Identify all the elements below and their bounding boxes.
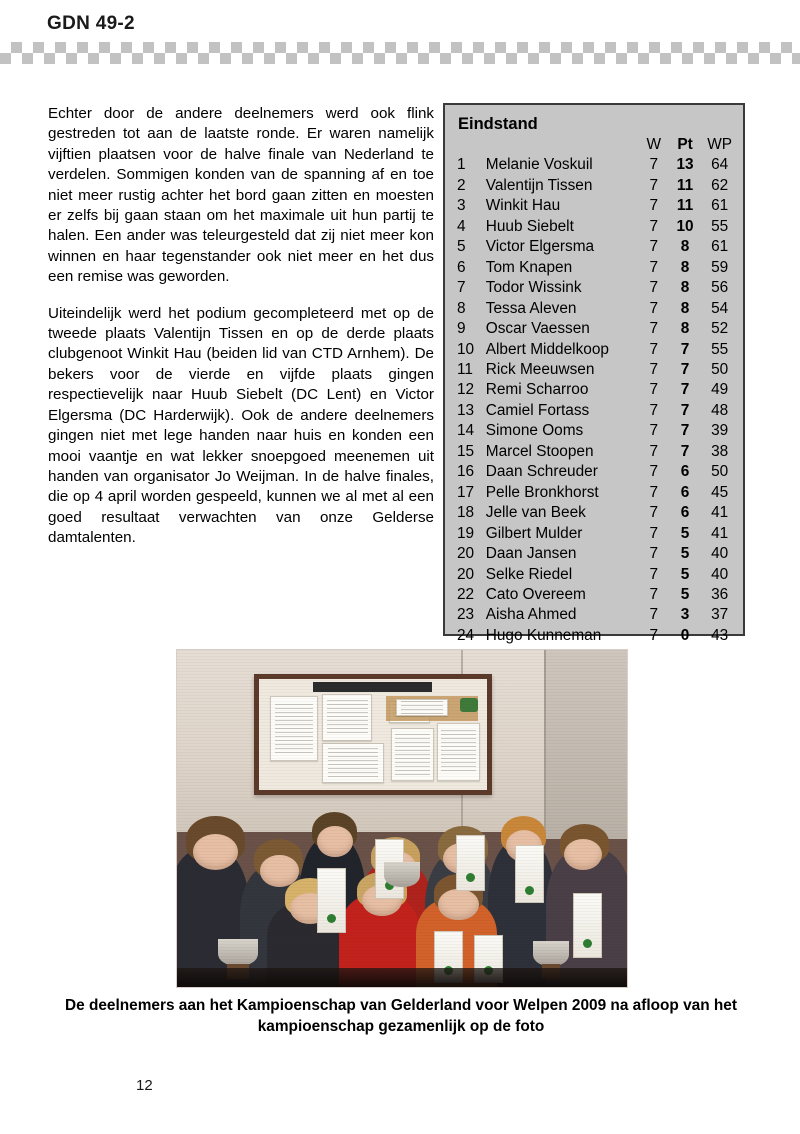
standings-cell-pt: 11 — [676, 176, 694, 194]
photo-child-face — [193, 834, 238, 870]
standings-cell-wp: 39 — [711, 422, 729, 440]
standings-cell-wp: 54 — [711, 299, 729, 317]
table-row — [454, 524, 738, 544]
standings-cell-rank: 14 — [457, 422, 475, 440]
standings-cell-pt: 7 — [680, 422, 690, 440]
standings-cell-w: 7 — [649, 442, 659, 460]
standings-cell-pt: 5 — [680, 585, 690, 603]
photo-pennant — [317, 868, 346, 933]
standings-cell-pt: 7 — [680, 381, 690, 399]
standings-cell-name: Aisha Ahmed — [485, 606, 577, 624]
standings-cell-rank: 1 — [457, 156, 466, 174]
standings-cell-w: 7 — [649, 565, 659, 583]
standings-cell-name: Todor Wissink — [485, 279, 582, 297]
standings-cell-name: Oscar Vaessen — [485, 320, 590, 338]
standings-cell-rank: 4 — [457, 217, 466, 235]
standings-cell-w: 7 — [649, 545, 659, 563]
page-header — [0, 0, 800, 68]
standings-cell-pt: 7 — [680, 401, 690, 419]
standings-cell-w: 7 — [649, 279, 659, 297]
column-header-wp: WP — [707, 136, 733, 153]
standings-cell-wp: 59 — [711, 258, 729, 276]
table-row — [454, 421, 738, 441]
standings-cell-w: 7 — [649, 320, 659, 338]
standings-cell-wp: 48 — [711, 401, 729, 419]
column-header-rank — [454, 135, 486, 155]
table-row — [454, 626, 738, 646]
standings-cell-pt: 7 — [680, 340, 690, 358]
table-header-row — [454, 135, 738, 155]
standings-cell-wp: 41 — [711, 524, 729, 542]
standings-cell-w: 7 — [649, 524, 659, 542]
standings-cell-w: 7 — [649, 626, 659, 644]
table-row — [454, 299, 738, 319]
standings-cell-rank: 20 — [457, 545, 475, 563]
table-row — [454, 237, 738, 257]
standings-cell-w: 7 — [649, 401, 659, 419]
standings-cell-rank: 12 — [457, 381, 475, 399]
group-photo-image — [176, 649, 628, 988]
table-row — [454, 319, 738, 339]
checkerboard-rule-icon — [0, 42, 800, 64]
photo-caption: De deelnemers aan het Kampioenschap van Gelderland voor Welpen 2009 na afloop van het kampioenschap gezamenlijk op de foto — [65, 997, 737, 1035]
standings-cell-wp: 36 — [711, 585, 729, 603]
standings-cell-pt: 8 — [680, 279, 690, 297]
standings-cell-name: Remi Scharroo — [485, 381, 589, 399]
standings-cell-wp: 43 — [711, 626, 729, 644]
standings-cell-pt: 6 — [680, 483, 690, 501]
photo-child-face — [564, 839, 602, 870]
table-row — [454, 565, 738, 585]
table-row — [454, 401, 738, 421]
standings-cell-pt: 5 — [680, 565, 690, 583]
standings-cell-name: Albert Middelkoop — [485, 340, 609, 358]
photo-bulletin-board — [254, 674, 493, 795]
standings-cell-name: Melanie Voskuil — [485, 156, 593, 174]
article-body — [48, 104, 434, 549]
article-paragraph: Uiteindelijk werd het podium gecompleteerd met op de tweede plaats Valentijn Tissen en op de derde plaats clubgenoot Winkit Hau (beiden lid van CTD Arnhem). De bekers voor de vierde en vijfde plaats gingen respectievelijk naar Huub Siebelt (DC Lent) en Victor Elgersma (DC Harderwijk). Ook de andere deelnemers gingen niet met lege handen naar huis en konden een mooi vaantje en wat lekker snoepgoed meenemen uit handen van organisator Jo Weijman. In de halve finales, die op 4 april worden gespeeld, kunnen we al met al een goed resultaat verwachten van onze Gelderse damtalenten. — [48, 304, 434, 547]
standings-cell-wp: 56 — [711, 279, 729, 297]
table-row — [454, 258, 738, 278]
photo-board-paper — [396, 699, 448, 717]
standings-cell-rank: 24 — [457, 626, 475, 644]
column-header-pt: Pt — [677, 136, 693, 153]
standings-cell-name: Daan Jansen — [485, 545, 577, 563]
photo-foreground — [177, 968, 627, 987]
table-row — [454, 483, 738, 503]
standings-cell-pt: 8 — [680, 320, 690, 338]
table-row — [454, 585, 738, 605]
photo-board-paper — [270, 696, 318, 760]
table-row — [454, 340, 738, 360]
standings-cell-name: Victor Elgersma — [485, 238, 595, 256]
standings-cell-pt: 5 — [680, 545, 690, 563]
standings-cell-w: 7 — [649, 381, 659, 399]
standings-cell-pt: 8 — [680, 299, 690, 317]
standings-title: Eindstand — [458, 115, 538, 133]
standings-cell-name: Tom Knapen — [485, 258, 573, 276]
page-title: GDN 49-2 — [47, 13, 135, 34]
standings-cell-w: 7 — [649, 176, 659, 194]
standings-cell-pt: 5 — [680, 524, 690, 542]
standings-cell-w: 7 — [649, 504, 659, 522]
standings-cell-wp: 45 — [711, 483, 729, 501]
table-row — [454, 462, 738, 482]
group-photo-figure — [176, 649, 628, 988]
standings-cell-rank: 3 — [457, 197, 466, 215]
table-row — [454, 544, 738, 564]
standings-cell-pt: 0 — [680, 626, 690, 644]
photo-child-face — [317, 826, 353, 857]
standings-cell-name: Selke Riedel — [485, 565, 573, 583]
standings-cell-pt: 6 — [680, 504, 690, 522]
standings-cell-rank: 22 — [457, 585, 475, 603]
standings-cell-name: Jelle van Beek — [485, 504, 586, 522]
table-row — [454, 442, 738, 462]
standings-cell-name: Cato Overeem — [485, 585, 586, 603]
standings-cell-wp: 61 — [711, 238, 729, 256]
standings-cell-name: Marcel Stoopen — [485, 442, 594, 460]
standings-cell-name: Huub Siebelt — [485, 217, 574, 235]
standings-cell-wp: 52 — [711, 320, 729, 338]
standings-cell-rank: 5 — [457, 238, 466, 256]
standings-cell-pt: 7 — [680, 360, 690, 378]
standings-cell-name: Tessa Aleven — [485, 299, 577, 317]
standings-cell-wp: 41 — [711, 504, 729, 522]
standings-cell-name: Daan Schreuder — [485, 463, 598, 481]
standings-cell-rank: 2 — [457, 176, 466, 194]
photo-board-header — [313, 682, 432, 692]
standings-cell-name: Gilbert Mulder — [485, 524, 583, 542]
standings-cell-pt: 10 — [676, 217, 694, 235]
article-paragraph: Echter door de andere deelnemers werd ook flink gestreden tot aan de laatste ronde. Er waren namelijk vijftien plaatsen voor de halve finale van Nederland te verdelen. Sommigen konden van de spanning af en toe niet meer rustig achter het bord gaan zitten en moesten er zelfs bij gaan staan om het maximale uit hun partij te halen. Een ander was teleurgesteld dat zij niet meer kon winnen en haar tegenstander ook niet meer en het dus een remise was geworden. — [48, 105, 434, 286]
standings-cell-rank: 8 — [457, 299, 466, 317]
table-row — [454, 360, 738, 380]
column-header-w: W — [646, 136, 661, 153]
standings-cell-pt: 11 — [676, 197, 694, 215]
standings-cell-pt: 13 — [676, 156, 694, 174]
table-row — [454, 605, 738, 625]
photo-pennant — [456, 835, 485, 891]
standings-cell-rank: 20 — [457, 565, 475, 583]
photo-board-paper — [322, 743, 383, 783]
table-row — [454, 176, 738, 196]
standings-cell-w: 7 — [649, 463, 659, 481]
table-row — [454, 380, 738, 400]
standings-cell-name: Winkit Hau — [485, 197, 561, 215]
standings-cell-wp: 55 — [711, 217, 729, 235]
standings-cell-w: 7 — [649, 197, 659, 215]
page-number: 12 — [136, 1077, 153, 1094]
photo-board-emblem — [460, 698, 478, 712]
standings-cell-wp: 40 — [711, 545, 729, 563]
table-row — [454, 196, 738, 216]
standings-cell-wp: 49 — [711, 381, 729, 399]
photo-children-group — [177, 778, 627, 987]
standings-cell-rank: 10 — [457, 340, 475, 358]
standings-cell-pt: 3 — [680, 606, 690, 624]
standings-cell-rank: 16 — [457, 463, 475, 481]
standings-cell-rank: 18 — [457, 504, 475, 522]
standings-cell-w: 7 — [649, 258, 659, 276]
table-row — [454, 155, 738, 175]
table-row — [454, 217, 738, 237]
standings-cell-rank: 9 — [457, 320, 466, 338]
photo-trophy — [384, 862, 420, 887]
photo-board-paper — [391, 728, 434, 781]
table-row — [454, 278, 738, 298]
standings-cell-rank: 13 — [457, 401, 475, 419]
standings-cell-wp: 40 — [711, 565, 729, 583]
standings-cell-rank: 15 — [457, 442, 475, 460]
standings-cell-wp: 55 — [711, 340, 729, 358]
standings-cell-w: 7 — [649, 217, 659, 235]
photo-board-paper — [437, 723, 480, 781]
photo-pennant — [515, 845, 544, 903]
standings-cell-wp: 64 — [711, 156, 729, 174]
standings-cell-pt: 8 — [680, 258, 690, 276]
standings-cell-wp: 61 — [711, 197, 729, 215]
photo-trophy — [218, 939, 259, 966]
standings-cell-w: 7 — [649, 585, 659, 603]
photo-board-paper — [322, 694, 372, 741]
standings-cell-wp: 62 — [711, 176, 729, 194]
standings-cell-rank: 6 — [457, 258, 466, 276]
photo-trophy — [533, 941, 569, 966]
standings-cell-name: Rick Meeuwsen — [485, 360, 595, 378]
standings-cell-rank: 7 — [457, 279, 466, 297]
standings-cell-w: 7 — [649, 360, 659, 378]
table-row — [454, 503, 738, 523]
standings-cell-wp: 50 — [711, 360, 729, 378]
standings-panel — [443, 103, 745, 644]
photo-child-face — [438, 889, 479, 920]
standings-cell-name: Hugo Kunneman — [485, 626, 602, 644]
standings-cell-name: Pelle Bronkhorst — [485, 483, 599, 501]
standings-cell-rank: 19 — [457, 524, 475, 542]
standings-cell-w: 7 — [649, 483, 659, 501]
standings-cell-w: 7 — [649, 422, 659, 440]
standings-rows — [454, 155, 738, 646]
standings-table — [454, 135, 738, 646]
standings-cell-name: Camiel Fortass — [485, 401, 590, 419]
standings-cell-name: Valentijn Tissen — [485, 176, 593, 194]
standings-cell-wp: 38 — [711, 442, 729, 460]
standings-cell-wp: 50 — [711, 463, 729, 481]
standings-cell-pt: 7 — [680, 442, 690, 460]
standings-cell-w: 7 — [649, 340, 659, 358]
standings-cell-w: 7 — [649, 238, 659, 256]
standings-cell-pt: 8 — [680, 238, 690, 256]
standings-cell-pt: 6 — [680, 463, 690, 481]
standings-cell-rank: 11 — [457, 360, 473, 378]
standings-cell-rank: 17 — [457, 483, 475, 501]
column-header-name — [486, 135, 639, 155]
photo-pennant — [573, 893, 602, 958]
standings-cell-wp: 37 — [711, 606, 729, 624]
standings-cell-w: 7 — [649, 156, 659, 174]
standings-cell-w: 7 — [649, 299, 659, 317]
standings-cell-w: 7 — [649, 606, 659, 624]
standings-cell-name: Simone Ooms — [485, 422, 584, 440]
standings-cell-rank: 23 — [457, 606, 475, 624]
